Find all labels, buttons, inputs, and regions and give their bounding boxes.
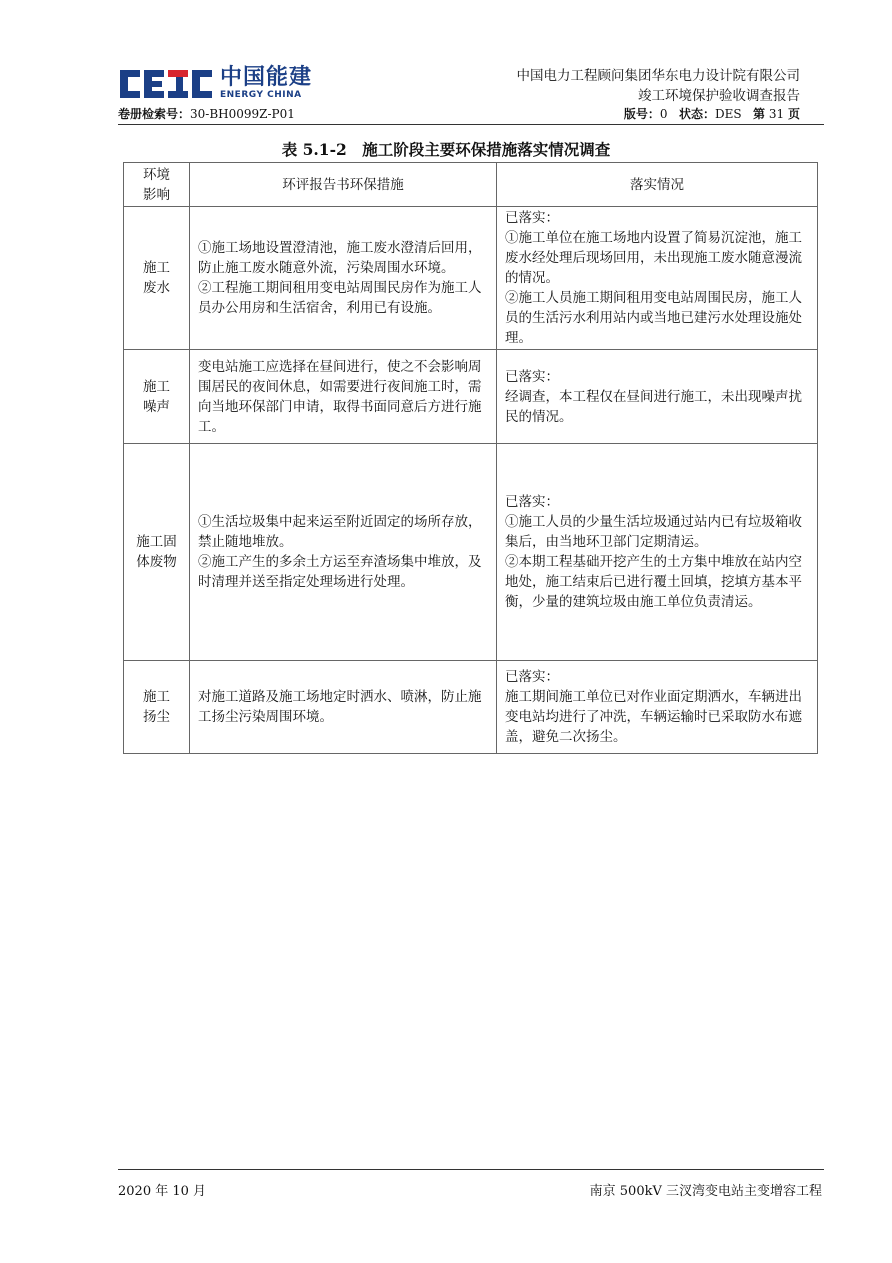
energy-china-logo <box>118 66 312 102</box>
row-measure: ①生活垃圾集中起来运至附近固定的场所存放，禁止随地堆放。 ②施工产生的多余土方运至弃渣场集中堆放，及时清理并送至指定处理场进行处理。 <box>190 444 497 661</box>
row-category: 施工 废水 <box>124 207 190 350</box>
table-row <box>124 350 818 444</box>
page-suffix: 页 <box>787 107 800 121</box>
table-row <box>124 661 818 754</box>
table-header-row <box>124 163 818 207</box>
version-value: 0 <box>659 107 668 121</box>
row-measure: ①施工场地设置澄清池，施工废水澄清后回用，防止施工废水随意外流，污染周围水环境。 ②工程施工期间租用变电站周围民房作为施工人员办公用房和生活宿舍，利用已有设施。 <box>190 207 497 350</box>
row-status: 已落实： 施工期间施工单位已对作业面定期洒水，车辆进出变电站均进行了冲洗，车辆运输时已采取防水布遮盖，避免二次扬尘。 <box>497 661 818 754</box>
column-header-measures: 环评报告书环保措施 <box>190 163 497 207</box>
document-meta <box>624 105 800 122</box>
footer-project-name: 南京 500kV 三汊湾变电站主变增容工程 <box>589 1184 822 1199</box>
row-status: 已落实： ①施工人员的少量生活垃圾通过站内已有垃圾箱收集后，由当地环卫部门定期清运。 ②本期工程基础开挖产生的土方集中堆放在站内空地处，施工结束后已进行覆土回填，挖填方基本平衡，少量的建筑垃圾由施工单位负责清运。 <box>497 444 818 661</box>
catalog-value: 30-BH0099Z-P01 <box>190 107 295 121</box>
table-row <box>124 207 818 350</box>
measures-table <box>123 162 818 754</box>
page-prefix: 第 <box>753 107 766 121</box>
row-status: 已落实： 经调查，本工程仅在昼间进行施工，未出现噪声扰民的情况。 <box>497 350 818 444</box>
row-category: 施工 噪声 <box>124 350 190 444</box>
footer-divider <box>118 1169 824 1170</box>
footer-date: 2020 年 10 月 <box>118 1184 207 1199</box>
row-status: 已落实： ①施工单位在施工场地内设置了简易沉淀池，施工废水经处理后现场回用，未出现施工废水随意漫流的情况。 ②施工人员施工期间租用变电站周围民房，施工人员的生活污水利用站内或当地已建污水处理设施处理。 <box>497 207 818 350</box>
header-divider <box>118 124 824 125</box>
catalog-label: 卷册检索号： <box>118 107 191 121</box>
status-label: 状态： <box>678 107 715 121</box>
row-category: 施工固 体废物 <box>124 444 190 661</box>
column-header-status: 落实情况 <box>497 163 818 207</box>
row-measure: 变电站施工应选择在昼间进行，使之不会影响周围居民的夜间休息，如需要进行夜间施工时，需向当地环保部门申请，取得书面同意后方进行施工。 <box>190 350 497 444</box>
row-measure: 对施工道路及施工场地定时洒水、喷淋，防止施工扬尘污染周围环境。 <box>190 661 497 754</box>
company-name: 中国电力工程顾问集团华东电力设计院有限公司 <box>516 68 800 84</box>
logo-chinese-text: 中国能建 <box>220 65 313 90</box>
column-header-impact: 环境 影响 <box>124 163 190 207</box>
ceec-logo-icon <box>118 66 214 102</box>
version-label: 版号： <box>623 107 660 121</box>
page-number: 31 <box>768 107 785 121</box>
table-row <box>124 444 818 661</box>
table-title: 表 5.1-2 施工阶段主要环保措施落实情况调查 <box>281 140 611 159</box>
logo-english-text: ENERGY CHINA <box>220 90 302 100</box>
row-category: 施工 扬尘 <box>124 661 190 754</box>
catalog-number <box>118 105 295 122</box>
report-title: 竣工环境保护验收调查报告 <box>638 88 800 104</box>
status-value: DES <box>714 107 742 121</box>
page-header <box>118 62 824 126</box>
